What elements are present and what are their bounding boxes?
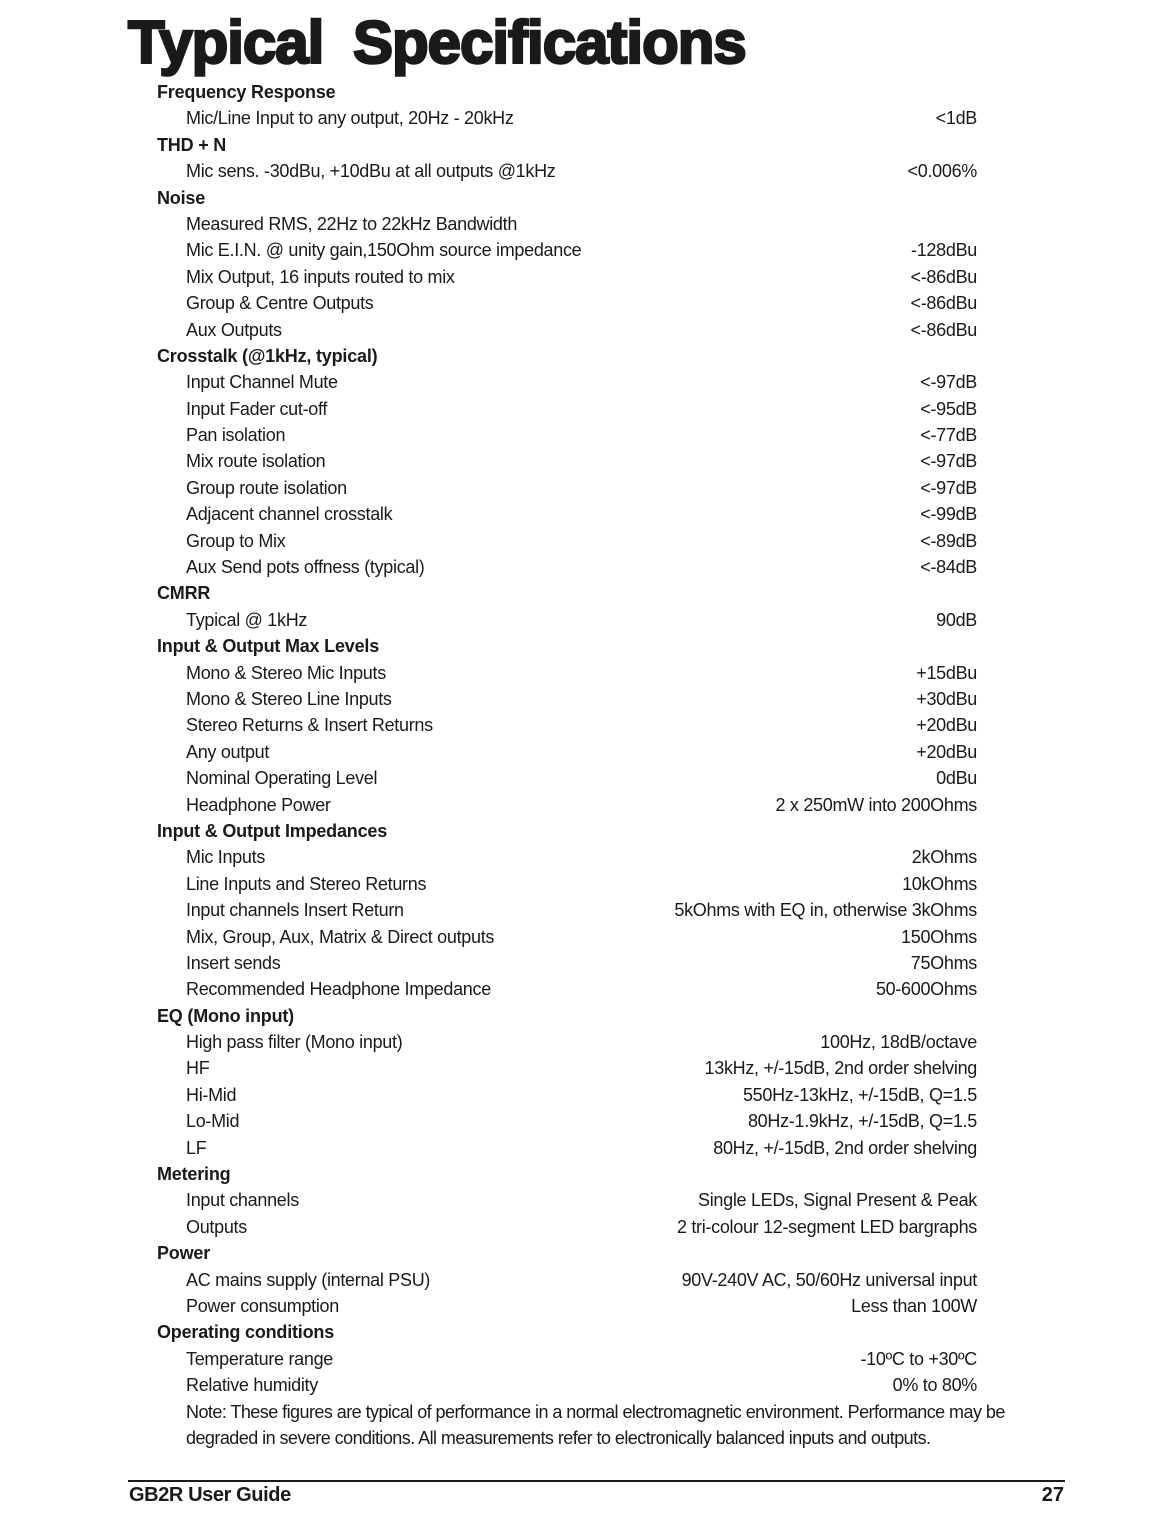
spec-label: AC mains supply (internal PSU) <box>186 1269 431 1290</box>
spec-row <box>157 844 977 870</box>
spec-row <box>157 369 977 395</box>
section-heading-text: Input & Output Max Levels <box>157 636 380 657</box>
spec-row <box>157 1293 977 1319</box>
spec-value: 100Hz, 18dB/octave <box>820 1032 977 1053</box>
page-title: Typical Specifications <box>128 9 746 76</box>
spec-label: Outputs <box>186 1216 247 1237</box>
spec-label: Insert sends <box>186 952 281 973</box>
spec-label: Mix Output, 16 inputs routed to mix <box>186 266 455 287</box>
spec-row <box>157 211 977 237</box>
spec-label: Headphone Power <box>186 794 331 815</box>
spec-value: -10ºC to +30ºC <box>860 1348 977 1369</box>
spec-label: Typical @ 1kHz <box>186 609 308 630</box>
spec-value: 2 tri-colour 12-segment LED bargraphs <box>676 1216 977 1237</box>
spec-label: Mic/Line Input to any output, 20Hz - 20kHz <box>186 108 514 129</box>
spec-label: Input Channel Mute <box>186 372 338 393</box>
spec-value: <-77dB <box>920 425 977 446</box>
spec-row <box>157 686 977 712</box>
spec-value: 2 x 250mW into 200Ohms <box>775 794 977 815</box>
spec-label: Aux Outputs <box>186 319 282 340</box>
spec-row <box>157 897 977 923</box>
spec-value: <-84dB <box>920 557 977 578</box>
spec-row <box>157 1135 977 1161</box>
spec-row <box>157 607 977 633</box>
spec-label: Input channels Insert Return <box>186 900 404 921</box>
spec-row <box>157 290 977 316</box>
spec-row <box>157 950 977 976</box>
section-heading-text: Crosstalk (@1kHz, typical) <box>157 345 378 366</box>
spec-label: Mix route isolation <box>186 451 326 472</box>
spec-row <box>157 1029 977 1055</box>
section-heading <box>157 1003 977 1029</box>
spec-value: <-97dB <box>920 451 977 472</box>
section-heading-text: Frequency Response <box>157 82 336 102</box>
footer-guide-title: GB2R User Guide <box>129 1484 291 1506</box>
spec-value: 80Hz, +/-15dB, 2nd order shelving <box>713 1137 977 1158</box>
section-heading <box>157 132 977 158</box>
spec-row <box>157 528 977 554</box>
spec-value: 150Ohms <box>901 926 977 947</box>
spec-value: <0.006% <box>907 161 977 182</box>
spec-row <box>157 712 977 738</box>
section-heading <box>157 1319 977 1345</box>
spec-value: 13kHz, +/-15dB, 2nd order shelving <box>704 1058 977 1079</box>
spec-value: 0% to 80% <box>892 1375 977 1396</box>
spec-label: Hi-Mid <box>186 1084 237 1105</box>
spec-row <box>157 1055 977 1081</box>
spec-row <box>157 396 977 422</box>
spec-row <box>157 765 977 791</box>
spec-value: <-89dB <box>920 530 977 551</box>
specifications-list <box>157 79 1005 1451</box>
spec-row <box>157 158 977 184</box>
spec-label: Group & Centre Outputs <box>186 293 374 314</box>
spec-row <box>157 739 977 765</box>
spec-row <box>157 448 977 474</box>
spec-label: Mic sens. -30dBu, +10dBu at all outputs @1kHz <box>186 161 556 182</box>
page-number: 27 <box>1041 1484 1064 1506</box>
spec-value: Single LEDs, Signal Present & Peak <box>698 1190 977 1211</box>
spec-value: +15dBu <box>916 662 977 683</box>
spec-label: Nominal Operating Level <box>186 768 378 789</box>
spec-label: Lo-Mid <box>186 1111 240 1132</box>
spec-label: Line Inputs and Stereo Returns <box>186 873 427 894</box>
section-heading-text: Metering <box>157 1164 231 1185</box>
spec-row <box>157 792 977 818</box>
section-heading-text: THD + N <box>157 134 227 155</box>
spec-value: +20dBu <box>916 741 977 762</box>
spec-row <box>157 660 977 686</box>
spec-value: <-97dB <box>920 372 977 393</box>
section-heading-text: CMRR <box>157 583 211 604</box>
spec-label: Input channels <box>186 1190 299 1211</box>
section-heading-text: Power <box>157 1243 211 1264</box>
spec-value: <-97dB <box>920 477 977 498</box>
section-heading <box>157 185 977 211</box>
section-heading <box>157 79 977 105</box>
section-heading <box>157 1240 977 1266</box>
spec-value: <-99dB <box>920 504 977 525</box>
section-heading-text: EQ (Mono input) <box>157 1005 294 1026</box>
spec-label: Any output <box>186 741 270 762</box>
spec-row <box>157 554 977 580</box>
spec-value: +20dBu <box>916 715 977 736</box>
spec-label: Input Fader cut-off <box>186 398 328 419</box>
spec-row <box>157 1187 977 1213</box>
spec-label: Adjacent channel crosstalk <box>186 504 393 525</box>
spec-row <box>157 501 977 527</box>
section-heading <box>157 633 977 659</box>
spec-row <box>157 871 977 897</box>
spec-label: LF <box>186 1137 207 1158</box>
spec-row <box>157 924 977 950</box>
spec-label: HF <box>186 1058 210 1079</box>
spec-value: 90V-240V AC, 50/60Hz universal input <box>681 1269 977 1290</box>
spec-label: Mono & Stereo Mic Inputs <box>186 662 386 683</box>
spec-label: Measured RMS, 22Hz to 22kHz Bandwidth <box>186 213 518 234</box>
spec-value: 2kOhms <box>911 847 977 868</box>
spec-value: 5kOhms with EQ in, otherwise 3kOhms <box>674 900 977 921</box>
spec-row <box>157 1267 977 1293</box>
spec-value: <-95dB <box>920 398 977 419</box>
section-heading <box>157 343 977 369</box>
spec-value: +30dBu <box>916 688 977 709</box>
section-heading <box>157 818 977 844</box>
spec-label: Mic Inputs <box>186 847 266 868</box>
spec-value: 550Hz-13kHz, +/-15dB, Q=1.5 <box>742 1084 977 1105</box>
spec-value: 10kOhms <box>902 873 977 894</box>
spec-row <box>157 422 977 448</box>
spec-label: Power consumption <box>186 1295 339 1316</box>
spec-label: Stereo Returns & Insert Returns <box>186 715 433 736</box>
spec-label: Mic E.I.N. @ unity gain,150Ohm source impedance <box>186 240 582 261</box>
section-heading-text: Operating conditions <box>157 1322 335 1343</box>
spec-row <box>157 1372 977 1398</box>
spec-row <box>157 976 977 1002</box>
spec-value: <1dB <box>935 108 977 129</box>
spec-row <box>157 264 977 290</box>
spec-value: 0dBu <box>936 768 977 789</box>
spec-label: Group to Mix <box>186 530 286 551</box>
spec-label: Relative humidity <box>186 1375 318 1396</box>
spec-value: 90dB <box>936 609 977 630</box>
spec-row <box>157 1108 977 1134</box>
section-heading-text: Input & Output Impedances <box>157 820 388 841</box>
spec-label: Recommended Headphone Impedance <box>186 979 491 1000</box>
section-heading <box>157 1161 977 1187</box>
spec-row <box>157 237 977 263</box>
spec-label: Pan isolation <box>186 425 286 446</box>
spec-value: 80Hz-1.9kHz, +/-15dB, Q=1.5 <box>747 1111 977 1132</box>
section-heading <box>157 580 977 606</box>
spec-row <box>157 1082 977 1108</box>
spec-row <box>157 475 977 501</box>
spec-row <box>157 1346 977 1372</box>
spec-row <box>157 1214 977 1240</box>
spec-row <box>157 317 977 343</box>
spec-label: Mix, Group, Aux, Matrix & Direct outputs <box>186 926 495 947</box>
spec-label: Temperature range <box>186 1348 333 1369</box>
spec-value: 50-600Ohms <box>875 979 977 1000</box>
spec-value: <-86dBu <box>910 319 977 340</box>
spec-label: Mono & Stereo Line Inputs <box>186 688 392 709</box>
spec-value: <-86dBu <box>910 266 977 287</box>
spec-label: Aux Send pots offness (typical) <box>186 557 425 578</box>
specifications-note: Note: These figures are typical of performance in a normal electromagnetic environment. Performance may be degraded in severe conditions. All measurements refer to electronically balanced inputs and outputs. <box>186 1401 1005 1448</box>
spec-label: Group route isolation <box>186 477 347 498</box>
spec-label: High pass filter (Mono input) <box>186 1032 403 1053</box>
spec-value: <-86dBu <box>910 293 977 314</box>
spec-value: Less than 100W <box>851 1295 977 1316</box>
spec-value: -128dBu <box>911 240 977 261</box>
spec-row <box>157 105 977 131</box>
spec-value: 75Ohms <box>910 952 977 973</box>
section-heading-text: Noise <box>157 187 206 208</box>
